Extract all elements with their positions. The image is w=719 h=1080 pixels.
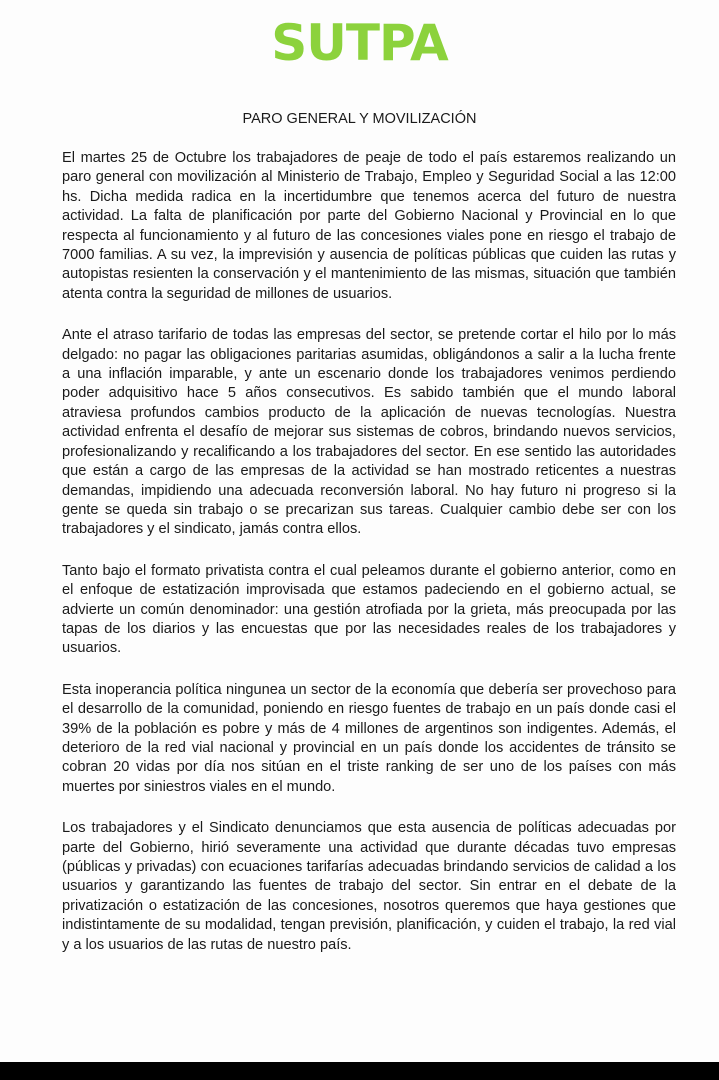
- paragraph-1: El martes 25 de Octubre los trabajadores de peaje de todo el país estaremos realizando un paro general con movilización al Ministerio de Trabajo, Empleo y Seguridad Social a las 12:00 hs. Dicha medida radica en la incertidumbre que tenemos acerca del futuro de nuestra actividad. La falta de planificación por parte del Gobierno Nacional y Provincial en lo que respecta al funcionamiento y al futuro de las concesiones viales pone en riesgo el trabajo de 7000 familias. A su vez, la imprevisión y ausencia de políticas públicas que cuiden las rutas y autopistas resienten la conservación y el mantenimiento de las mismas, situación que también atenta contra la seguridad de millones de usuarios.: [62, 150, 676, 302]
- sutpa-logo: SUTPA: [271, 14, 448, 72]
- document-body: [62, 149, 676, 977]
- document-title: PARO GENERAL Y MOVILIZACIÓN: [242, 111, 477, 127]
- bottom-bar: [0, 1062, 719, 1080]
- paragraph-5: Los trabajadores y el Sindicato denunciamos que esta ausencia de políticas adecuadas por parte del Gobierno, hirió severamente una actividad que durante décadas tuvo empresas (públicas y privadas) con ecuaciones tarifarías adecuadas brindando servicios de calidad a los usuarios y garantizando las fuentes de trabajo del sector. Sin entrar en el debate de la privatización o estatización de las concesiones, nosotros queremos que haya gestiones que indistintamente de su modalidad, tengan previsión, planificación, y cuiden el trabajo, la red vial y a los usuarios de las rutas de nuestro país.: [62, 820, 676, 953]
- paragraph-3: Tanto bajo el formato privatista contra el cual peleamos durante el gobierno anterior, como en el enfoque de estatización improvisada que estamos padeciendo en el gobierno actual, se advierte un común denominador: una gestión atrofiada por la grieta, más preocupada por las tapas de los diarios y las encuestas que por las necesidades reales de los trabajadores y usuarios.: [62, 562, 676, 657]
- paragraph-4: Esta inoperancia política ningunea un sector de la economía que debería ser provechoso para el desarrollo de la comunidad, poniendo en riesgo fuentes de trabajo en un país donde casi el 39% de la población es pobre y más de 4 millones de argentinos son indigentes. Además, el deterioro de la red vial nacional y provincial en un país donde los accidentes de tránsito se cobran 20 vidas por día nos sitúan en el triste ranking de ser uno de los países con más muertes por siniestros viales en el mundo.: [62, 681, 676, 795]
- paragraph-2: Ante el atraso tarifario de todas las empresas del sector, se pretende cortar el hilo por lo más delgado: no pagar las obligaciones paritarias asumidas, obligándonos a salir a la lucha frente a una inflación imparable, y ante un escenario donde los trabajadores venimos perdiendo poder adquisitivo hace 5 años consecutivos. Es sabido también que el mundo laboral atraviesa profundos cambios producto de la aplicación de nuevas tecnologías. Nuestra actividad enfrenta el desafío de mejorar sus sistemas de cobros, brindando nuevos servicios, profesionalizando y recalificando a los trabajadores del sector. En ese sentido las autoridades que están a cargo de las empresas de la actividad se han mostrado reticentes a nuestras demandas, impidiendo una adecuada reconversión laboral. No hay futuro ni progreso si la gente se queda sin trabajo o se precarizan sus tareas. Cualquier cambio debe ser con los trabajadores y el sindicato, jamás contra ellos.: [62, 327, 676, 538]
